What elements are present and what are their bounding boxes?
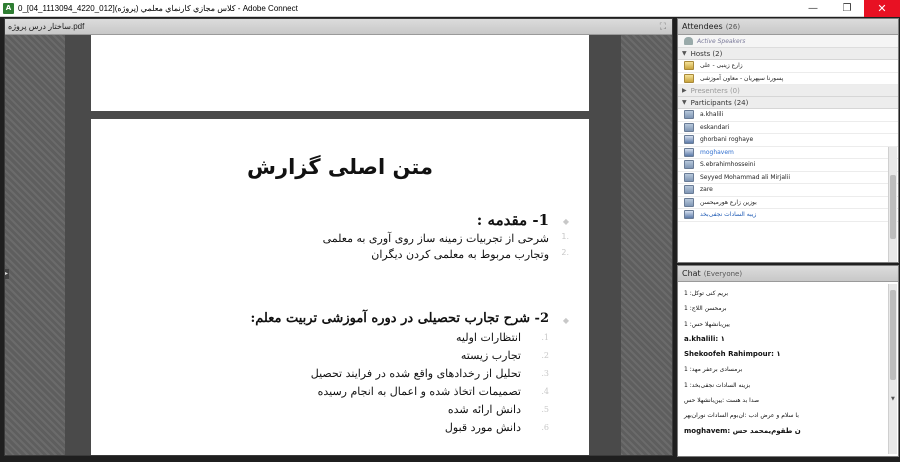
attendee-name: Seyyed Mohammad ali Mirjalii — [700, 173, 790, 181]
presenters-label: Presenters (0) — [690, 86, 740, 95]
chat-title: Chat — [682, 269, 701, 278]
chat-header — [678, 266, 898, 282]
intro-number-2: 2. — [561, 248, 569, 257]
scrollbar-thumb[interactable] — [890, 175, 896, 239]
participant-avatar-icon — [684, 123, 694, 132]
chat-message: 1 :یین‌بانشهلا حس — [684, 320, 730, 328]
participant-avatar-icon — [684, 198, 694, 207]
triangle-right-icon: ▶ — [682, 87, 687, 94]
attendee-row[interactable] — [678, 122, 898, 135]
attendee-name: پسورنا سپهریان - معاون آموزشی — [700, 74, 784, 82]
attendee-name: moghavem — [700, 148, 734, 156]
chat-message: Shekoofeh Rahimpour: ۱ — [684, 350, 781, 359]
slide-title: متن اصلی گزارش — [247, 155, 433, 179]
attendee-name: ghorbani roghaye — [700, 136, 754, 144]
attendees-title: Attendees — [682, 22, 723, 31]
attendees-pod — [677, 18, 899, 263]
hosts-group[interactable] — [678, 48, 898, 60]
intro-number-1: 1. — [561, 232, 569, 241]
sidebar-expand-handle[interactable] — [5, 269, 9, 279]
attendee-row[interactable] — [678, 73, 898, 86]
participants-group[interactable] — [678, 97, 898, 109]
attendee-row[interactable] — [678, 147, 898, 160]
fullscreen-icon[interactable]: ⛶ — [659, 21, 666, 32]
triangle-down-icon: ▼ — [682, 50, 687, 57]
active-speakers — [678, 35, 898, 48]
list-item: دانش ارائه شده 5. — [447, 403, 549, 416]
participant-avatar-icon — [684, 185, 694, 194]
attendees-scrollbar[interactable] — [888, 147, 897, 262]
bullet-icon: ◆ — [562, 217, 569, 226]
attendee-name: eskandari — [700, 123, 730, 131]
attendee-name: بوزین زارع هورمیحسن — [700, 198, 757, 206]
attendee-name: زیبه السادات نجفی‌بخد — [700, 211, 757, 219]
participants-label: Participants (24) — [690, 98, 749, 107]
section-experience-heading: 2- شرح تجارب تحصیلی در دوره آموزشی تربیت معلم: — [250, 311, 549, 326]
participant-avatar-icon — [684, 160, 694, 169]
list-item: تجارب زیسته 2. — [460, 349, 549, 362]
host-avatar-icon — [684, 74, 694, 83]
right-column — [677, 18, 899, 458]
document-stage — [5, 35, 672, 455]
restore-button[interactable]: ❐ — [842, 2, 852, 14]
attendee-row[interactable] — [678, 184, 898, 197]
minimize-button[interactable]: — — [808, 2, 818, 14]
attendee-row[interactable] — [678, 159, 898, 172]
chat-messages — [678, 282, 898, 443]
share-filename: ساختار درس پروژه.pdf — [8, 22, 85, 31]
presenters-group[interactable] — [678, 85, 898, 97]
section-intro — [477, 211, 549, 229]
participant-avatar-icon — [684, 148, 694, 157]
window-title: 0_[04_1113094_4220_012](كلاس مجازي كارنماي معلمي (پروژه - Adobe Connect — [18, 3, 298, 13]
current-page — [91, 119, 589, 455]
host-avatar-icon — [684, 61, 694, 70]
chat-message: 1 :برمسادی برعفر مهد — [684, 366, 743, 374]
share-pod-header — [5, 19, 672, 35]
hosts-label: Hosts (2) — [690, 49, 723, 58]
attendee-row[interactable] — [678, 60, 898, 73]
section-experience — [250, 311, 549, 326]
active-speakers-label: Active Speakers — [697, 37, 746, 45]
chat-message: a.khalili: ۱ — [684, 334, 725, 343]
participant-avatar-icon — [684, 173, 694, 182]
speaker-icon — [684, 37, 693, 45]
chat-scrollbar[interactable] — [888, 284, 897, 454]
bullet-icon: ◆ — [562, 316, 569, 325]
share-pod — [4, 18, 673, 456]
attendee-name: S.ebrahimhosseini — [700, 161, 756, 169]
attendee-name: zare — [700, 186, 713, 194]
list-item: تصمیمات اتخاذ شده و اعمال به انجام رسیده 4. — [317, 385, 549, 398]
intro-line-1: شرحی از تجربیات زمینه ساز روی آوری به معلمی — [322, 232, 549, 245]
attendee-row[interactable] — [678, 109, 898, 122]
list-item: تحلیل از رخدادهای واقع شده در فرایند تحصیل 3. — [310, 367, 549, 380]
attendees-header — [678, 19, 898, 35]
attendee-row[interactable] — [678, 134, 898, 147]
chat-message: 1 :بزینه السادات نجفی‌بخد — [684, 381, 751, 389]
previous-page — [91, 35, 589, 111]
attendee-name: زارع زینبی - علی — [700, 62, 743, 70]
close-button[interactable]: ✕ — [864, 0, 900, 17]
attendee-row[interactable] — [678, 197, 898, 210]
list-item: انتظارات اولیه 1. — [456, 331, 549, 344]
adobe-connect-icon: A — [3, 3, 14, 14]
participant-avatar-icon — [684, 210, 694, 219]
attendee-row[interactable] — [678, 172, 898, 185]
attendee-name: a.khalili — [700, 111, 724, 119]
intro-line-2: وتجارب مربوط به معلمی کردن دیگران — [371, 248, 549, 261]
section-intro-body — [323, 231, 549, 263]
chat-message: 1 :بریم کنی توکل — [684, 290, 729, 297]
attendee-row[interactable] — [678, 209, 898, 222]
scroll-down-icon[interactable]: ▼ — [891, 396, 895, 402]
window-titlebar — [0, 0, 900, 17]
chat-message: moghavem: ن طقوم‌یمحمد حس — [684, 426, 801, 435]
participant-avatar-icon — [684, 135, 694, 144]
list-item: دانش مورد قبول 6. — [444, 421, 549, 434]
participant-avatar-icon — [684, 110, 694, 119]
triangle-down-icon: ▼ — [682, 99, 687, 106]
section-intro-heading: 1- مقدمه : — [476, 211, 549, 229]
attendees-count: (26) — [725, 22, 741, 31]
chat-scope[interactable]: (Everyone) — [703, 269, 743, 278]
scrollbar-thumb[interactable] — [890, 290, 896, 380]
chat-pod — [677, 265, 899, 457]
chat-message: با سلام و عرض ادب :ان‌بوم السادات نوران‌بهر — [684, 412, 799, 420]
chat-message: 1 :برمحسن اللاج — [684, 305, 727, 313]
chat-message: صدا بد هست :یین‌بانشهلا حس — [684, 397, 760, 405]
experience-list — [310, 329, 549, 437]
